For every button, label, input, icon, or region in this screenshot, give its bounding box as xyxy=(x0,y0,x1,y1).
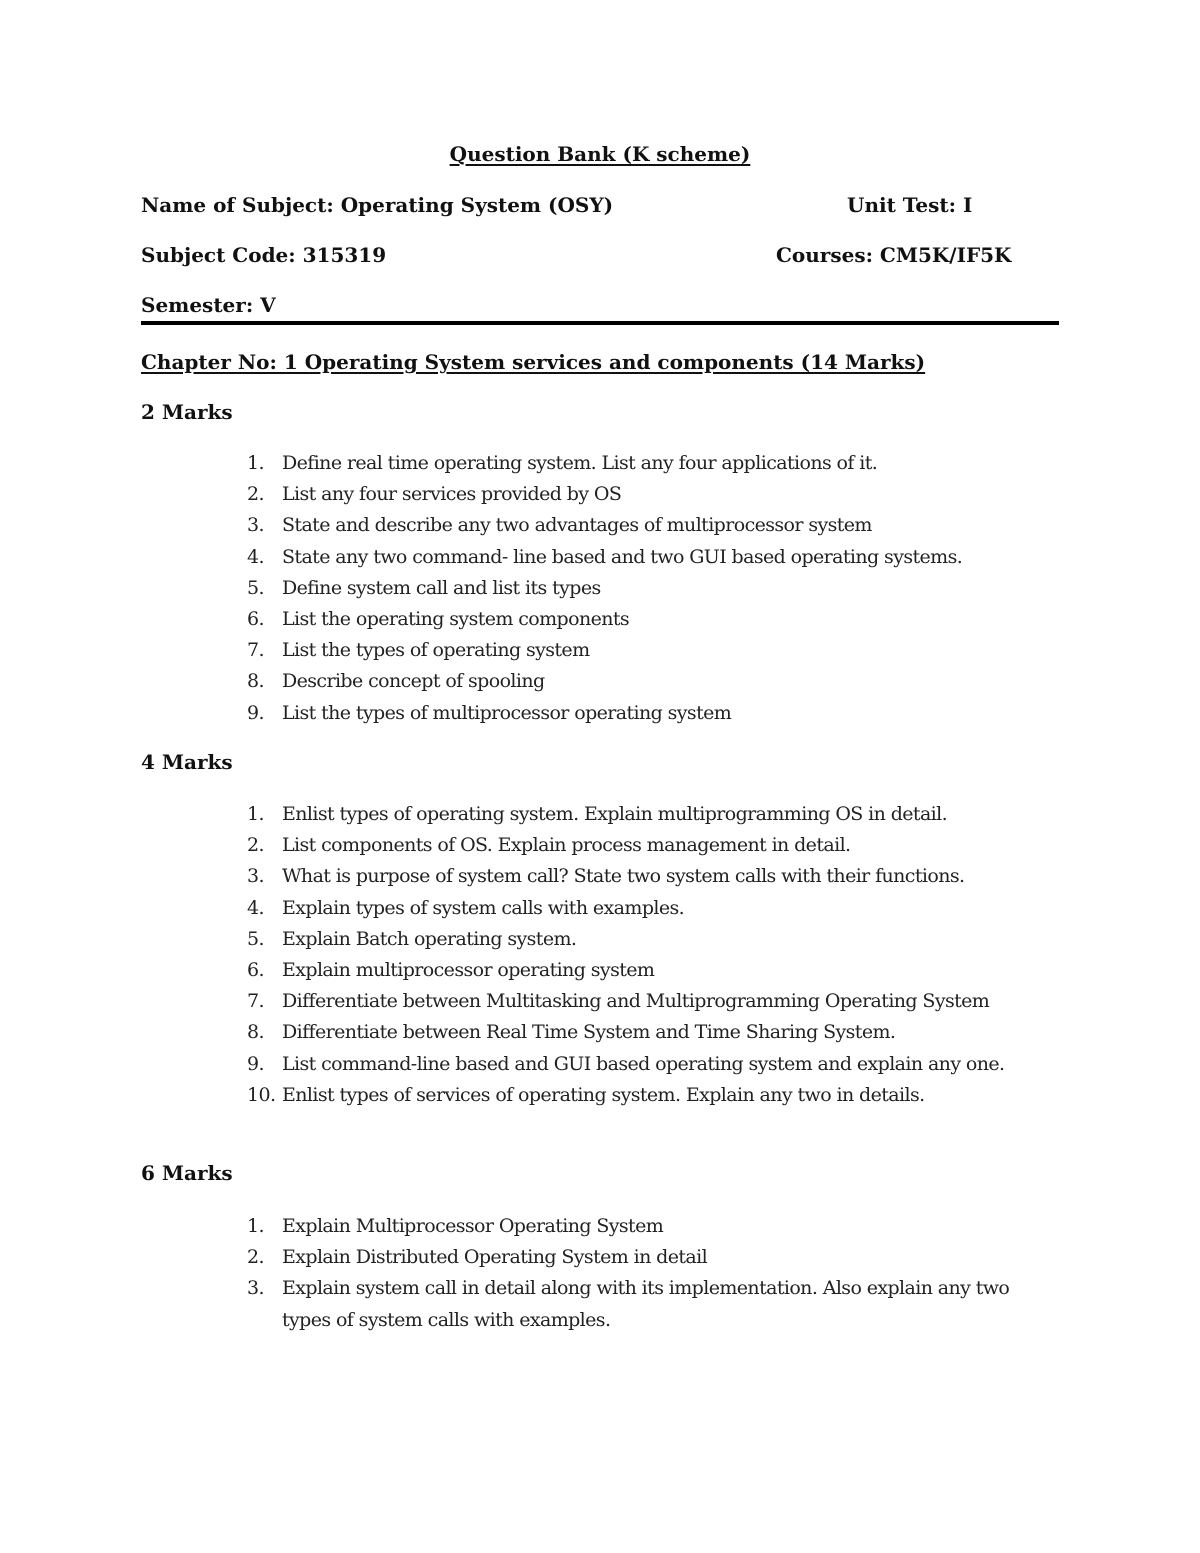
subject-code: Subject Code: 315319 xyxy=(141,243,387,267)
question-number: 9. xyxy=(247,701,264,724)
question-text: Describe concept of spooling xyxy=(282,670,545,693)
question-item xyxy=(141,510,1059,541)
question-number: 5. xyxy=(247,927,264,950)
question-text: Differentiate between Real Time System and Time Sharing System. xyxy=(282,1021,896,1044)
meta-row-semester xyxy=(141,293,1059,321)
document-title: Question Bank (K scheme) xyxy=(449,142,751,166)
question-number: 5. xyxy=(247,576,264,599)
semester: Semester: V xyxy=(141,293,276,317)
question-item xyxy=(141,698,1059,729)
question-text: List command-line based and GUI based operating system and explain any one. xyxy=(282,1052,1005,1075)
question-text: State and describe any two advantages of multiprocessor system xyxy=(282,514,872,537)
question-number: 6. xyxy=(247,959,264,982)
question-item xyxy=(141,666,1059,697)
question-text: Define system call and list its types xyxy=(282,576,601,599)
question-text: What is purpose of system call? State two system calls with their functions. xyxy=(282,865,965,888)
chapter-heading: Chapter No: 1 Operating System services and components (14 Marks) xyxy=(141,350,926,374)
question-number: 2. xyxy=(247,483,264,506)
question-item xyxy=(141,955,1059,986)
question-text: List the types of multiprocessor operating system xyxy=(282,701,732,724)
question-text: List any four services provided by OS xyxy=(282,483,622,506)
question-item xyxy=(141,799,1059,830)
question-text: Define real time operating system. List any four applications of it. xyxy=(282,452,878,474)
question-text: Differentiate between Multitasking and Multiprogramming Operating System xyxy=(282,990,990,1013)
question-text: State any two command- line based and two GUI based operating systems. xyxy=(282,545,963,568)
question-item xyxy=(141,1080,1059,1111)
question-item xyxy=(141,1211,1059,1242)
question-item xyxy=(141,924,1059,955)
question-item xyxy=(141,893,1059,924)
question-text: Enlist types of services of operating system. Explain any two in details. xyxy=(282,1083,925,1106)
question-number: 3. xyxy=(247,865,264,888)
header-divider xyxy=(141,321,1059,325)
section-heading-6-marks: 6 Marks xyxy=(141,1161,233,1185)
question-number: 10. xyxy=(247,1083,276,1106)
question-number: 7. xyxy=(247,639,264,662)
question-number: 1. xyxy=(247,452,264,474)
question-text: Explain Distributed Operating System in detail xyxy=(282,1246,708,1269)
section-heading-4-marks: 4 Marks xyxy=(141,750,233,774)
question-item xyxy=(141,1242,1059,1273)
question-item xyxy=(141,1017,1059,1048)
question-item xyxy=(141,479,1059,510)
question-item xyxy=(141,448,1059,479)
question-number: 1. xyxy=(247,1215,264,1237)
question-number: 1. xyxy=(247,803,264,825)
question-number: 3. xyxy=(247,514,264,537)
question-text: Explain types of system calls with examples. xyxy=(282,896,685,919)
question-text: Explain system call in detail along with its implementation. Also explain any two types of system calls with examples. xyxy=(282,1277,1010,1331)
question-number: 2. xyxy=(247,834,264,857)
question-number: 3. xyxy=(247,1277,264,1300)
section-heading-2-marks: 2 Marks xyxy=(141,400,233,424)
question-number: 2. xyxy=(247,1246,264,1269)
question-number: 8. xyxy=(247,1021,264,1044)
question-number: 8. xyxy=(247,670,264,693)
question-text: List the types of operating system xyxy=(282,639,590,662)
question-item xyxy=(141,542,1059,573)
question-text: Explain Multiprocessor Operating System xyxy=(282,1215,664,1237)
question-number: 7. xyxy=(247,990,264,1013)
question-list-4-marks xyxy=(141,799,1059,1111)
question-number: 9. xyxy=(247,1052,264,1075)
question-item xyxy=(141,604,1059,635)
subject-name: Name of Subject: Operating System (OSY) xyxy=(141,193,614,217)
question-text: List components of OS. Explain process management in detail. xyxy=(282,834,851,857)
question-item xyxy=(141,573,1059,604)
question-item xyxy=(141,1273,1059,1335)
question-text: Explain multiprocessor operating system xyxy=(282,959,655,982)
meta-row-code xyxy=(141,243,1059,271)
question-item xyxy=(141,1049,1059,1080)
courses: Courses: CM5K/IF5K xyxy=(776,243,1012,267)
question-text: Enlist types of operating system. Explain multiprogramming OS in detail. xyxy=(282,803,948,825)
question-item xyxy=(141,830,1059,861)
question-item xyxy=(141,635,1059,666)
unit-test: Unit Test: I xyxy=(847,193,973,217)
question-list-2-marks xyxy=(141,448,1059,729)
question-text: List the operating system components xyxy=(282,608,630,631)
question-item xyxy=(141,986,1059,1017)
question-item xyxy=(141,861,1059,892)
question-number: 4. xyxy=(247,545,264,568)
question-list-6-marks xyxy=(141,1211,1059,1336)
question-number: 6. xyxy=(247,608,264,631)
question-text: Explain Batch operating system. xyxy=(282,927,577,950)
question-number: 4. xyxy=(247,896,264,919)
meta-row-subject xyxy=(141,193,1059,221)
